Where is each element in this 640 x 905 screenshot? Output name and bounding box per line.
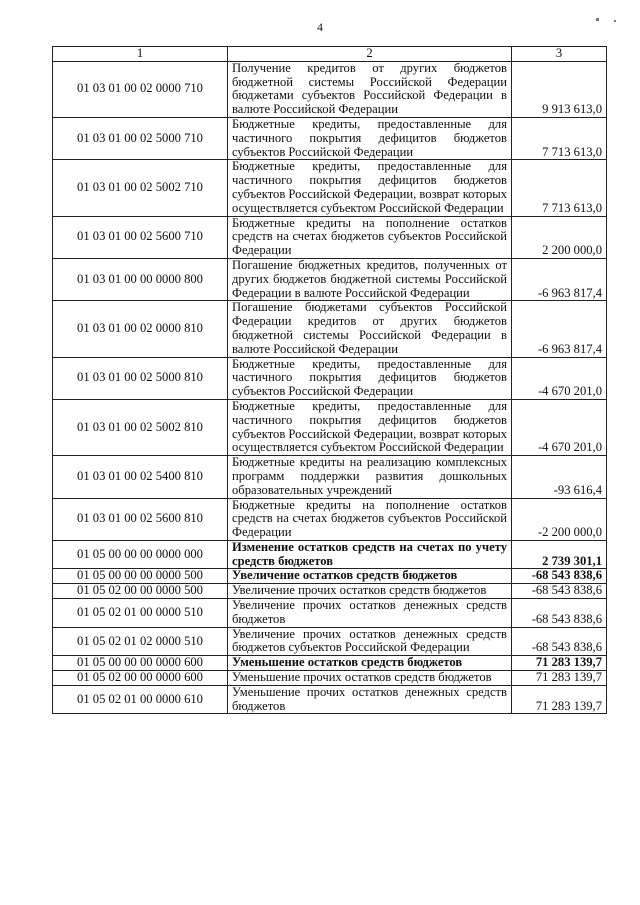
table-row [53,656,607,671]
row-code: 01 05 02 01 00 0000 510 [53,599,228,628]
row-name: Увеличение прочих остатков денежных средств бюджетов [228,599,512,628]
row-amount: 71 283 139,7 [512,671,607,686]
row-code: 01 03 01 00 02 5400 810 [53,456,228,498]
row-name: Погашение бюджетами субъектов Российской Федерации кредитов от других бюджетов бюджетной системы Российской Федерации в валюте Российской Федерации [228,301,512,357]
row-amount: 71 283 139,7 [512,656,607,671]
scan-mark [596,18,599,21]
table-row [53,685,607,714]
row-name: Изменение остатков средств на счетах по учету средств бюджетов [228,540,512,569]
row-code: 01 05 02 01 02 0000 510 [53,627,228,656]
row-amount: -2 200 000,0 [512,498,607,540]
table-row [53,456,607,498]
table-row [53,399,607,455]
row-code: 01 05 02 01 00 0000 610 [53,685,228,714]
row-name: Бюджетные кредиты, предоставленные для частичного покрытия дефицитов бюджетов субъектов Российской Федерации, возврат которых осуществляется субъектом Российской Федерации [228,160,512,216]
row-code: 01 03 01 00 02 0000 710 [53,61,228,117]
row-code: 01 05 00 00 00 0000 000 [53,540,228,569]
row-code: 01 05 00 00 00 0000 600 [53,656,228,671]
row-amount: 7 713 613,0 [512,117,607,159]
table-row [53,117,607,159]
row-code: 01 03 01 00 02 5600 710 [53,216,228,258]
row-name: Бюджетные кредиты, предоставленные для частичного покрытия дефицитов бюджетов субъектов Российской Федерации [228,357,512,399]
row-amount: 2 200 000,0 [512,216,607,258]
row-code: 01 05 02 00 00 0000 600 [53,671,228,686]
row-code: 01 03 01 00 02 5000 710 [53,117,228,159]
row-name: Уменьшение прочих остатков денежных средств бюджетов [228,685,512,714]
row-name: Увеличение остатков средств бюджетов [228,569,512,584]
row-amount: 7 713 613,0 [512,160,607,216]
table-row [53,357,607,399]
table-row [53,498,607,540]
row-code: 01 03 01 00 02 5002 810 [53,399,228,455]
table-row [53,258,607,300]
table-row [53,569,607,584]
table-header-row [53,47,607,62]
row-amount: -6 963 817,4 [512,301,607,357]
row-code: 01 03 01 00 00 0000 800 [53,258,228,300]
row-amount: -4 670 201,0 [512,399,607,455]
row-name: Бюджетные кредиты, предоставленные для частичного покрытия дефицитов бюджетов субъектов Российской Федерации, возврат которых осуществляется субъектом Российской Федерации [228,399,512,455]
table-body [53,61,607,714]
page-number: 4 [317,20,323,34]
row-amount: -68 543 838,6 [512,599,607,628]
row-code: 01 03 01 00 02 5002 710 [53,160,228,216]
row-name: Бюджетные кредиты на пополнение остатков средств на счетах бюджетов субъектов Российской Федерации [228,498,512,540]
row-name: Увеличение прочих остатков денежных средств бюджетов субъектов Российской Федерации [228,627,512,656]
row-amount: -68 543 838,6 [512,569,607,584]
column-header-amount: 3 [512,47,607,62]
row-code: 01 03 01 00 02 5600 810 [53,498,228,540]
row-amount: -68 543 838,6 [512,627,607,656]
table-row [53,584,607,599]
scan-mark [614,20,616,22]
row-name: Увеличение прочих остатков средств бюджетов [228,584,512,599]
table-row [53,301,607,357]
row-name: Получение кредитов от других бюджетов бюджетной системы Российской Федерации бюджетами субъектов Российской Федерации в валюте Российской Федерации [228,61,512,117]
row-name: Бюджетные кредиты, предоставленные для частичного покрытия дефицитов бюджетов субъектов Российской Федерации [228,117,512,159]
row-amount: -68 543 838,6 [512,584,607,599]
row-code: 01 05 00 00 00 0000 500 [53,569,228,584]
row-amount: -4 670 201,0 [512,357,607,399]
budget-sources-table [52,46,607,714]
row-name: Уменьшение остатков средств бюджетов [228,656,512,671]
row-amount: 2 739 301,1 [512,540,607,569]
row-code: 01 03 01 00 02 5000 810 [53,357,228,399]
row-name: Бюджетные кредиты на реализацию комплексных программ поддержки развития дошкольных образовательных учреждений [228,456,512,498]
row-name: Уменьшение прочих остатков средств бюджетов [228,671,512,686]
row-amount: -6 963 817,4 [512,258,607,300]
row-name: Погашение бюджетных кредитов, полученных от других бюджетов бюджетной системы Российской Федерации в валюте Российской Федерации [228,258,512,300]
table-row [53,160,607,216]
column-header-name: 2 [228,47,512,62]
table-row [53,540,607,569]
row-amount: 9 913 613,0 [512,61,607,117]
table-row [53,61,607,117]
row-code: 01 05 02 00 00 0000 500 [53,584,228,599]
table-row [53,216,607,258]
table-row [53,671,607,686]
row-name: Бюджетные кредиты на пополнение остатков средств на счетах бюджетов субъектов Российской Федерации [228,216,512,258]
column-header-code: 1 [53,47,228,62]
row-code: 01 03 01 00 02 0000 810 [53,301,228,357]
row-amount: 71 283 139,7 [512,685,607,714]
table-row [53,627,607,656]
row-amount: -93 616,4 [512,456,607,498]
table-row [53,599,607,628]
